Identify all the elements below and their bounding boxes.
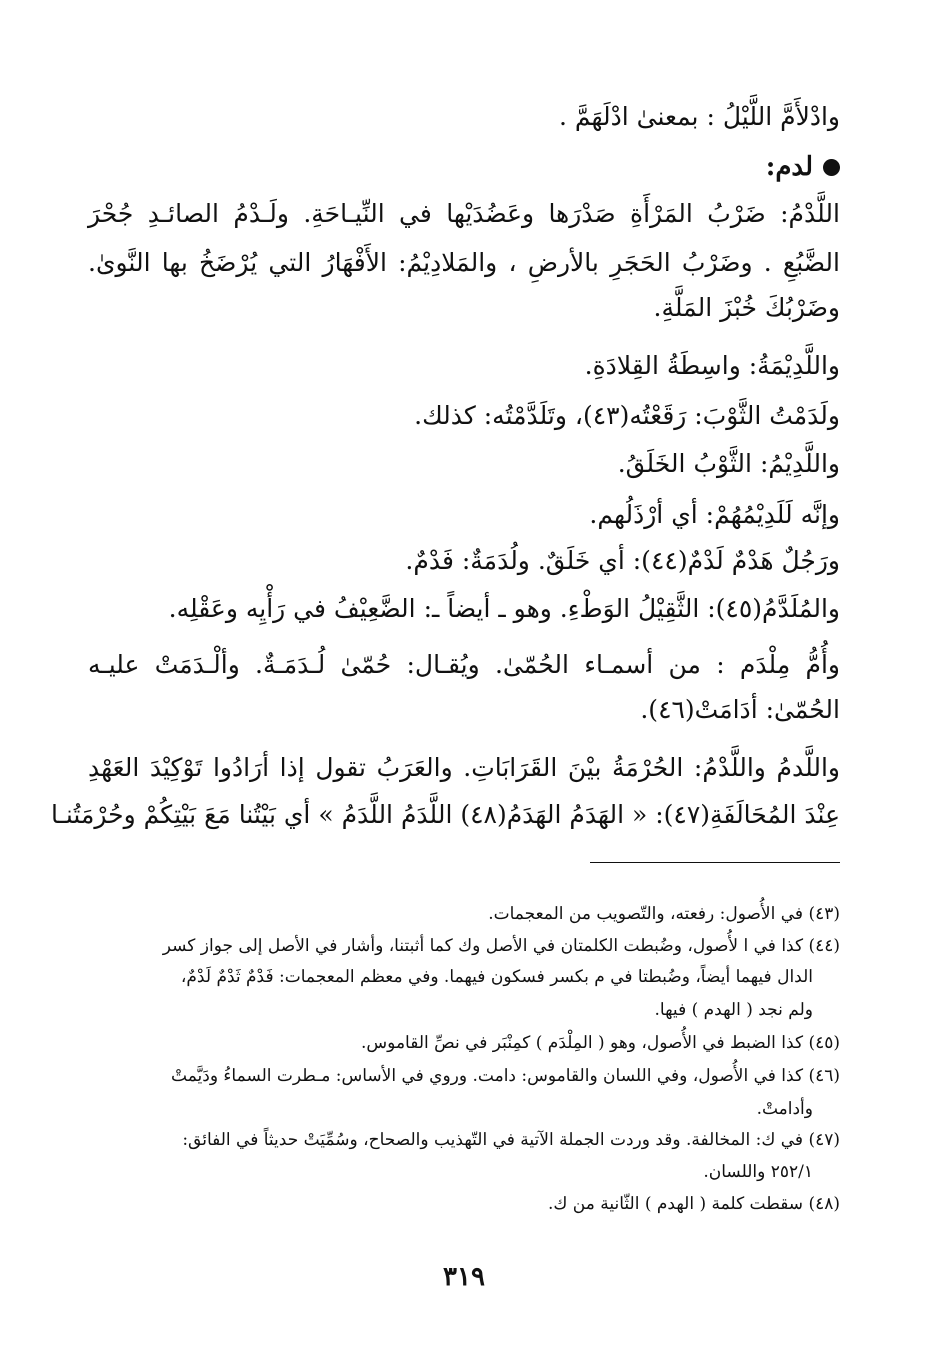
paragraph-line: الضَّبُعِ . وضَرْبُ الحَجَرِ بالأرضِ ، والمَلادِيْمُ: الأَفْهَارُ التي يُرْضَخُ بها النَّوىٰ. [88,248,840,277]
paragraph-line: عِنْدَ المُحَالَفَةِ(٤٧): « الهَدَمُ الهَدَمُ(٤٨) اللَّدَمُ اللَّدَمُ » أي بَيْتُنا مَعَ بَيْتِكُمْ وحُرْمَتُنـا [50,800,840,829]
footnote: (٤٤) كذا في ا لأُصول، وضُبطت الكلمتان في الأصل وك كما أثبتنا، وأشار في الأصل إلى جواز كسر [162,936,840,956]
paragraph-line: اللَّدْمُ: ضَرْبُ المَرْأَةِ صَدْرَها وعَضُدَيْها في النِّيـاحَةِ. ولَـدْمُ الصائـدِ جُحْرَ [88,199,840,228]
footnote-divider [590,862,840,863]
paragraph-line: واللَّدِيْمَةُ: واسِطَةُ القِلادَةِ. [584,351,840,380]
paragraph-line: وإنَّه لَلَدِيْمُهُمْ: أي أرْذَلُهم. [589,500,840,529]
footnote-continuation: وأدامتْ. [756,1099,813,1119]
paragraph-line: واللَّدِيْمُ: الثَّوْبُ الخَلَقُ. [617,449,840,478]
paragraph-line: واللَّدمُ واللَّدْمُ: الحُرْمَةُ بيْنَ القَرَابَاتِ. والعَرَبُ تقول إذا أرَادُوا تَوْكِيْدَ العَهْدِ [88,753,840,782]
footnote: (٤٧) في ك: المخالفة. وقد وردت الجملة الآتية في التّهذيب والصحاح، وسُمِّيَتْ حديثاً في الفائق: [182,1130,840,1150]
paragraph-line: وأُمُّ مِلْدَم : من أسمـاء الحُمّىٰ. ويُقـال: حُمّىٰ لُـدَمَـةٌ. وألْـدَمَتْ عليـه [88,650,840,679]
footnote: (٤٥) كذا الضبط في الأُصول، وهو ( المِلْدَم ) كمِنْبَر في نصِّ القاموس. [361,1033,840,1053]
footnote-continuation: ولم نجد ( الهدم ) فيها. [654,1000,813,1020]
entry-heading [766,150,840,184]
paragraph-line: الحُمّىٰ: أدَامَتْ(٤٦). [640,695,840,724]
footnote: (٤٦) كذا في الأُصول، وفي اللسان والقاموس: دامت. وروي في الأساس: مـطرت السماءُ ودَيَّمتْ [171,1066,840,1086]
entry-heading-label: لدم: [765,152,813,182]
footnote: (٤٣) في الأُصول: رفعته، والتّصويب من المعجمات. [488,904,840,924]
footnote-continuation: ٢٥٢/١ واللسان. [703,1162,813,1182]
paragraph-line: ورَجُلٌ هَدْمٌ لَدْمٌ(٤٤): أي خَلَقٌ. ولُدَمَةٌ: فَدْمٌ. [405,546,840,575]
paragraph-line: وضَرْبُكَ خُبْزَ المَلَّةِ. [653,293,840,322]
top-line: وادْلأَمَّ اللَّيْلُ : بمعنىٰ ادْلَهَمَّ . [558,102,840,131]
footnote-continuation: الدال فيهما أيضاً، وضُبطتا في م بكسر فسكون فيهما. وفي معظم المعجمات: فَدْمٌ ثَدْمٌ لَدْمٌ، [180,967,813,987]
page-number: ٣١٩ [443,1262,485,1292]
bullet-icon [823,159,840,176]
footnote: (٤٨) سقطت كلمة ( الهدم ) الثّانية من ك. [547,1194,840,1214]
paragraph-line: والمُلَدَّمُ(٤٥): الثَّقِيْلُ الوَطْءِ. وهو ـ أيضاً ـ: الضَّعِيْفُ في رَأْيِه وعَقْلِه. [168,594,840,623]
paragraph-line: ولَدَمْتُ الثَّوْبَ: رَقَعْتُه(٤٣)، وتَلَدَّمْتُه: كذلك. [414,401,840,430]
